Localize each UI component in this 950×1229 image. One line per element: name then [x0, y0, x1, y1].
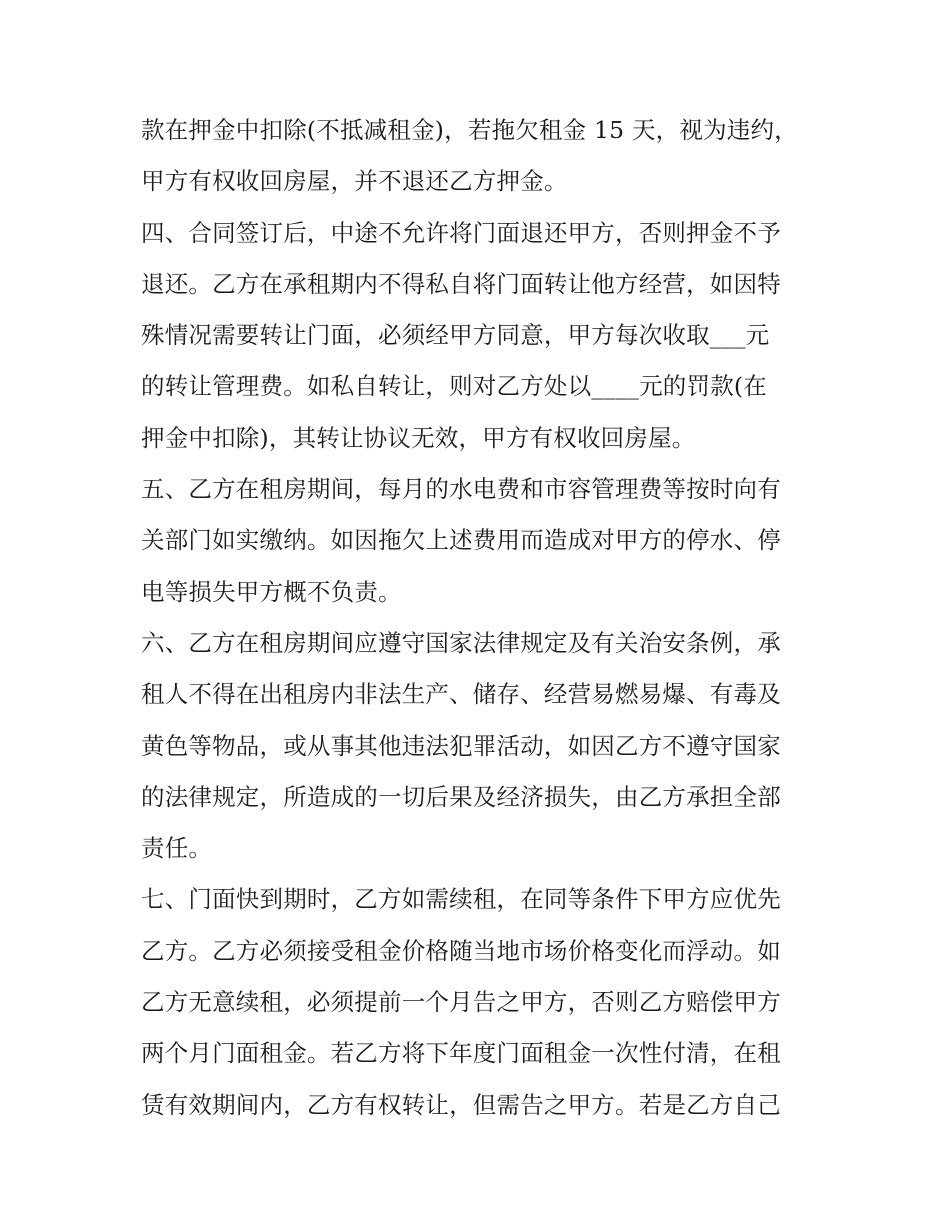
clause-6-first-line: 六、乙方在租房期间应遵守国家法律规定及有关治安条例，承: [141, 628, 781, 657]
text-line: 乙方无意续租，必须提前一个月告之甲方，否则乙方赔偿甲方: [141, 988, 781, 1017]
text-line: 责任。: [141, 834, 213, 863]
text-line: 的转让管理费。如私自转让，则对乙方处以____元的罚款(在: [141, 372, 767, 401]
clause-4-first-line: 四、合同签订后，中途不允许将门面退还甲方，否则押金不予: [141, 218, 781, 247]
text-line: 的法律规定，所造成的一切后果及经济损失，由乙方承担全部: [141, 782, 781, 811]
text-line: 款在押金中扣除(不抵减租金)，若拖欠租金 15 天，视为违约，: [141, 116, 798, 144]
text-line: 电等损失甲方概不负责。: [141, 577, 402, 606]
text-line: 黄色等物品，或从事其他违法犯罪活动，如因乙方不遵守国家: [141, 731, 781, 760]
clause-5-first-line: 五、乙方在租房期间，每月的水电费和市容管理费等按时向有: [141, 475, 781, 504]
text-line: 押金中扣除)，其转让协议无效，甲方有权收回房屋。: [141, 423, 696, 452]
text-line: 乙方。乙方必须接受租金价格随当地市场价格变化而浮动。如: [141, 936, 781, 965]
text-line: 甲方有权收回房屋，并不退还乙方押金。: [141, 167, 568, 196]
text-line: 两个月门面租金。若乙方将下年度门面租金一次性付清，在租: [141, 1039, 781, 1068]
text-line: 租人不得在出租房内非法生产、储存、经营易燃易爆、有毒及: [141, 680, 781, 709]
text-line: 关部门如实缴纳。如因拖欠上述费用而造成对甲方的停水、停: [141, 526, 781, 555]
clause-7-first-line: 七、门面快到期时，乙方如需续租，在同等条件下甲方应优先: [141, 885, 781, 914]
text-line: 殊情况需要转让门面，必须经甲方同意，甲方每次收取___元: [141, 321, 770, 350]
text-line: 赁有效期间内，乙方有权转让，但需告之甲方。若是乙方自己: [141, 1090, 781, 1119]
text-line: 退还。乙方在承租期内不得私自将门面转让他方经营，如因特: [141, 269, 781, 298]
contract-body-text: [141, 105, 821, 1131]
